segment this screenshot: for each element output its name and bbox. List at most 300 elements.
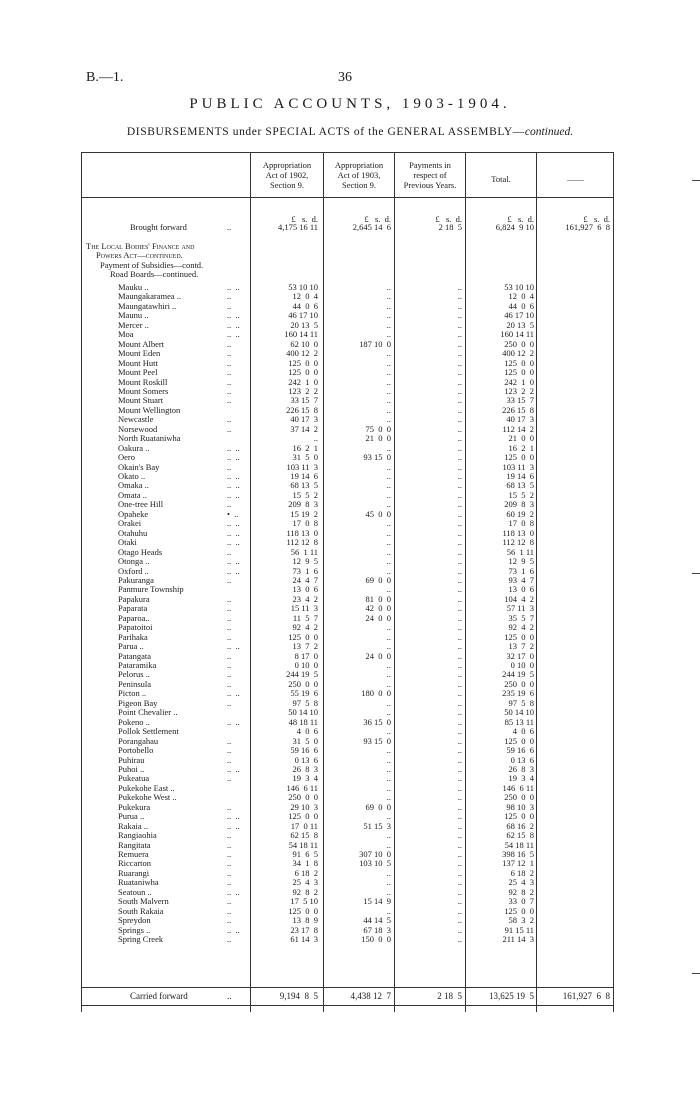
table-row — [0, 708, 700, 717]
cell-1903: 150 0 0 — [361, 934, 391, 945]
board-name: Papatoitoi — [118, 622, 153, 633]
board-name: Orakei — [118, 518, 142, 529]
board-name: Pelorus .. — [118, 669, 150, 680]
cell-total: 146 6 11 — [502, 782, 534, 793]
table-row — [0, 349, 700, 358]
cell-previous: .. — [457, 282, 462, 292]
cell-1903: .. — [386, 310, 391, 321]
col-header-1903 — [324, 160, 394, 190]
table-row — [0, 737, 700, 746]
leader-dots: .. — [227, 414, 232, 425]
cell-1903: .. — [386, 442, 391, 453]
cell-previous: .. — [457, 310, 462, 321]
cell-previous: .. — [457, 801, 462, 812]
cell-previous: .. — [457, 376, 462, 387]
cell-total: 68 13 5 — [506, 480, 534, 491]
cell-total: 112 12 8 — [502, 537, 534, 548]
leader-dots: .. — [227, 338, 232, 349]
cell-1903: 69 0 0 — [365, 574, 391, 585]
table-row — [0, 793, 700, 802]
cell-1902: 12 0 4 — [292, 291, 318, 302]
table-row — [0, 699, 700, 708]
cell-total: 16 2 1 — [508, 442, 534, 453]
cell-previous: .. — [457, 924, 462, 935]
board-name: Parihaka — [118, 631, 148, 642]
board-name: Mount Hutt — [118, 357, 158, 368]
table-row — [0, 510, 700, 519]
board-name: Pataramika — [118, 660, 157, 670]
table-row — [0, 500, 700, 509]
leader-dots: .. — [227, 385, 232, 396]
cell-previous: .. — [457, 423, 462, 434]
cell-1903: .. — [386, 357, 391, 368]
cell-1903: .. — [386, 886, 391, 897]
cell-total: 6 18 2 — [510, 867, 534, 878]
cell-total: 15 5 2 — [508, 489, 534, 500]
table-row — [0, 453, 700, 462]
board-name: Pokeno .. — [118, 716, 150, 727]
table-row — [0, 321, 700, 330]
cell-previous: .. — [457, 641, 462, 652]
cell-total: 50 14 10 — [504, 707, 534, 718]
leader-dots: .. — [227, 697, 232, 708]
cell-1903: .. — [386, 678, 391, 689]
table-row — [0, 585, 700, 594]
cell-previous: .. — [457, 527, 462, 538]
subtitle-main: DISBURSEMENTS under SPECIAL ACTS of the GENERAL ASSEMBLY— — [126, 126, 525, 138]
cell-1903: .. — [386, 905, 391, 916]
cell-total: 44 0 6 — [508, 300, 534, 311]
table-row — [0, 670, 700, 679]
cell-total: 13 7 2 — [508, 641, 534, 652]
cell-total: 21 0 0 — [508, 433, 534, 444]
board-name: Otahuhu — [118, 527, 148, 538]
cell-1903: .. — [386, 584, 391, 595]
leader-dots: • .. — [227, 508, 239, 519]
table-row — [0, 330, 700, 339]
cell-1902: 46 17 10 — [288, 310, 318, 321]
table-row — [0, 557, 700, 566]
cell-previous: .. — [457, 593, 462, 604]
cell-previous: .. — [457, 688, 462, 699]
act-heading-cont: Powers Act—continued. — [96, 250, 183, 260]
table-row — [0, 935, 700, 944]
cell-1903: .. — [386, 830, 391, 841]
leader-dots: .. — [227, 546, 232, 557]
cell-1902: 17 0 11 — [290, 820, 318, 831]
cell-1902: 44 0 6 — [292, 300, 318, 311]
cell-total: 97 5 8 — [508, 697, 534, 708]
cell-1902: 13 7 2 — [292, 641, 318, 652]
board-name: Oero — [118, 452, 135, 463]
leader-dots: .. — [227, 754, 232, 765]
board-name: Springs .. — [118, 924, 151, 935]
page-reference: B.—1. — [86, 70, 124, 85]
leader-dots: .. .. — [227, 811, 240, 822]
table-row — [0, 878, 700, 887]
board-name: Pukekura — [118, 801, 151, 812]
cell-1903: 36 15 0 — [363, 716, 391, 727]
cell-1903: 180 0 0 — [361, 688, 391, 699]
cell-previous: .. — [457, 830, 462, 841]
table-row — [0, 822, 700, 831]
leader-dots: .. — [227, 423, 232, 434]
leader-dots: .. — [227, 499, 232, 510]
board-name: Omaka .. — [118, 480, 149, 491]
cell-previous: .. — [457, 631, 462, 642]
cell-1902: 19 3 4 — [292, 773, 318, 784]
cell-1903: .. — [386, 518, 391, 529]
header-rule — [81, 197, 614, 198]
table-row — [0, 614, 700, 623]
leader-dots: .. .. — [227, 518, 240, 529]
cell-previous: .. — [457, 905, 462, 916]
cell-total: 91 15 11 — [504, 924, 534, 935]
board-name: Mount Eden — [118, 348, 161, 359]
cell-total: 62 15 8 — [506, 830, 534, 841]
board-name: Omata .. — [118, 489, 148, 500]
cell-1902: 37 14 2 — [290, 423, 318, 434]
cell-previous: .. — [457, 763, 462, 774]
cell-total: 58 3 2 — [508, 915, 534, 926]
table-row — [0, 604, 700, 613]
leader-dots: .. .. — [227, 319, 240, 330]
table-row — [0, 406, 700, 415]
units-col5: £ s. d. — [583, 214, 610, 224]
act-heading: The Local Bodies' Finance and — [86, 241, 195, 251]
cell-previous: .. — [457, 735, 462, 746]
cell-previous: .. — [457, 348, 462, 359]
leader-dots: .. — [227, 877, 232, 888]
cell-1903: .. — [386, 414, 391, 425]
leader-dots: .. — [227, 896, 232, 907]
table-row — [0, 415, 700, 424]
cell-previous: .. — [457, 489, 462, 500]
cell-1902: 40 17 3 — [290, 414, 318, 425]
cell-previous: 2 18 5 — [438, 222, 462, 232]
cell-1902: 17 0 8 — [292, 518, 318, 529]
cell-previous: .. — [457, 499, 462, 510]
table-row — [0, 784, 700, 793]
leader-dots: .. — [227, 395, 232, 406]
cell-1902: 20 13 5 — [290, 319, 318, 330]
margin-mark — [692, 573, 700, 574]
table-row — [0, 869, 700, 878]
cell-previous: .. — [457, 915, 462, 926]
col-header-line: Section 9. — [342, 180, 376, 190]
leader-dots: .. — [227, 849, 232, 859]
cell-previous: .. — [457, 508, 462, 519]
cell-1903: .. — [386, 763, 391, 774]
cell-1902: 0 13 6 — [294, 754, 318, 765]
cell-1902: 209 8 3 — [288, 499, 318, 510]
cell-total: 19 14 6 — [506, 471, 534, 481]
cell-1903: 93 15 0 — [363, 452, 391, 463]
cell-previous: .. — [457, 849, 462, 859]
board-name: Maungakaramea .. — [118, 291, 182, 302]
table-row — [0, 567, 700, 576]
cell-1903: .. — [386, 697, 391, 708]
cell-previous: .. — [457, 754, 462, 765]
table-row — [0, 812, 700, 821]
cell-previous: .. — [457, 612, 462, 623]
board-name: Oxford .. — [118, 565, 149, 576]
cell-total: 25 4 3 — [508, 877, 534, 888]
board-name: Papakura — [118, 593, 150, 604]
cell-1902: 6 18 2 — [294, 867, 318, 878]
margin-mark — [692, 180, 700, 181]
board-name: Peninsula — [118, 678, 152, 689]
cell-previous: .. — [457, 471, 462, 481]
cell-total: 137 12 1 — [502, 858, 534, 869]
board-name: Otago Heads — [118, 546, 163, 557]
leader-dots: .. .. — [227, 489, 240, 500]
cell-total: 250 0 0 — [504, 338, 534, 349]
cell-previous: .. — [457, 603, 462, 614]
cell-1903: 21 0 0 — [365, 433, 391, 444]
cell-extra: 161,927 6 8 — [565, 222, 610, 232]
leader-dots: .. — [227, 348, 232, 359]
table-row — [0, 359, 700, 368]
cell-previous: .. — [457, 300, 462, 311]
page-number: 36 — [338, 70, 352, 85]
board-name: Parua .. — [118, 641, 144, 652]
board-name: Mount Wellington — [118, 404, 181, 415]
cell-total: 104 4 2 — [504, 593, 534, 604]
leader-dots: .. .. — [227, 763, 240, 774]
cell-previous: .. — [457, 574, 462, 585]
board-name: Otonga .. — [118, 556, 150, 567]
cell-1903: .. — [386, 348, 391, 359]
leader-dots: .. — [227, 905, 232, 916]
units-col1: £ s. d. — [291, 214, 318, 224]
board-name: Mauku .. — [118, 282, 149, 292]
cell-total: 112 14 2 — [502, 423, 534, 434]
board-name: Ruarangi — [118, 867, 150, 878]
cell-1903: 51 15 3 — [363, 820, 391, 831]
cell-total: 98 10 3 — [506, 801, 534, 812]
cell-previous: .. — [457, 726, 462, 737]
cell-1902: 25 4 3 — [292, 877, 318, 888]
table-row — [0, 302, 700, 311]
table-row — [0, 595, 700, 604]
cell-1902: 15 19 2 — [290, 508, 318, 519]
cell-1902: 12 9 5 — [292, 556, 318, 567]
cell-1903: 44 14 5 — [363, 915, 391, 926]
table-row — [0, 434, 700, 443]
table-row — [0, 746, 700, 755]
cell-1903: 45 0 0 — [365, 508, 391, 519]
cell-previous: .. — [457, 367, 462, 378]
cell-total: 40 17 3 — [506, 414, 534, 425]
cell-1902: 23 17 8 — [290, 924, 318, 935]
cell-total: 46 17 10 — [504, 310, 534, 321]
cell-1903: 93 15 0 — [363, 735, 391, 746]
board-name: Rakaia .. — [118, 820, 148, 831]
cell-1902: 23 4 2 — [292, 593, 318, 604]
leader-dots: .. — [227, 574, 232, 585]
carried-forward-label: Carried forward — [130, 991, 188, 1001]
cell-1902: 48 18 11 — [288, 716, 318, 727]
board-name: Point Chevalier .. — [118, 707, 178, 718]
table-row — [0, 680, 700, 689]
cell-total: 250 0 0 — [504, 792, 534, 803]
board-name: Spreydon — [118, 915, 151, 926]
cell-total: 19 3 4 — [508, 773, 534, 784]
leader-dots: .. — [227, 603, 232, 614]
leader-dots: .. — [227, 934, 232, 945]
cell-1902: 4 0 6 — [296, 726, 318, 737]
cell-1902: 0 10 0 — [294, 660, 318, 670]
leader-dots: .. — [227, 660, 232, 670]
cell-total: 56 1 11 — [506, 546, 534, 557]
cell-1903: .. — [386, 300, 391, 311]
board-name: Pollok Settlement — [118, 726, 179, 737]
cell-previous: .. — [457, 433, 462, 444]
cell-total: 160 14 11 — [500, 329, 534, 340]
cell-1903: .. — [386, 631, 391, 642]
cell-previous: .. — [457, 584, 462, 595]
cell-1902: 17 5 10 — [290, 896, 318, 907]
board-name: Rangiaohia — [118, 830, 157, 841]
col-header-line: Section 9. — [270, 180, 304, 190]
table-row — [0, 888, 700, 897]
cell-1903: .. — [386, 367, 391, 378]
board-name: Patangata — [118, 650, 152, 661]
cell-1902: 125 0 0 — [288, 811, 318, 822]
cell-previous: .. — [457, 669, 462, 680]
leader-dots: .. .. — [227, 556, 240, 567]
cell-previous: .. — [457, 556, 462, 567]
cell-1902: 15 5 2 — [292, 489, 318, 500]
board-name: Pukekohe West .. — [118, 792, 177, 803]
cell-total: 125 0 0 — [504, 357, 534, 368]
cell-1903: .. — [386, 669, 391, 680]
leader-dots: .. .. — [227, 282, 240, 292]
cell-1903: .. — [386, 527, 391, 538]
cell-previous: .. — [457, 678, 462, 689]
cell-1903: .. — [386, 877, 391, 888]
leader-dots: .. — [227, 745, 232, 756]
table-row — [0, 425, 700, 434]
cell-total: 4 0 6 — [512, 726, 534, 737]
leader-dots: .. .. — [227, 886, 240, 897]
units-col4: £ s. d. — [507, 214, 534, 224]
cell-previous: .. — [457, 395, 462, 406]
leader-dots: .. .. — [227, 471, 240, 481]
cell-previous: 2 18 5 — [437, 991, 462, 1001]
board-name: Ruataniwha — [118, 877, 159, 888]
board-name: Puhirau — [118, 754, 145, 765]
col-header-total: Total. — [491, 174, 511, 184]
table-row — [0, 481, 700, 490]
table-row — [0, 311, 700, 320]
leader-dots: .. — [227, 367, 232, 378]
cell-1902: 146 6 11 — [286, 782, 318, 793]
carried-rule-top — [81, 987, 614, 988]
subsidies-heading: Payment of Subsidies—contd. — [100, 260, 204, 270]
board-name: Porangahau — [118, 735, 159, 746]
cell-total: 211 14 3 — [502, 934, 534, 945]
cell-1902: 250 0 0 — [288, 792, 318, 803]
cell-extra: 161,927 6 8 — [562, 991, 610, 1001]
cell-1903: 307 10 0 — [359, 849, 391, 859]
cell-1903: .. — [386, 754, 391, 765]
cell-1902: 400 12 2 — [286, 348, 318, 359]
cell-1903: 103 10 5 — [359, 858, 391, 869]
cell-previous: .. — [457, 745, 462, 756]
cell-total: 57 11 3 — [506, 603, 534, 614]
table-row — [0, 576, 700, 585]
page-title: PUBLIC ACCOUNTS, 1903-1904. — [189, 96, 511, 112]
cell-previous: .. — [457, 877, 462, 888]
table-row — [0, 803, 700, 812]
leader-dots: .. — [227, 612, 232, 623]
leader-dots: .. .. — [227, 442, 240, 453]
units-col3: £ s. d. — [435, 214, 462, 224]
cell-1903: .. — [386, 565, 391, 576]
table-row — [0, 519, 700, 528]
board-name: Mount Stuart — [118, 395, 164, 406]
leader-dots: .. — [227, 222, 232, 232]
cell-1903: .. — [386, 404, 391, 415]
board-name: Pukeatua — [118, 773, 150, 784]
cell-1902: 31 5 0 — [292, 452, 318, 463]
cell-1902: 26 8 3 — [292, 763, 318, 774]
leader-dots: .. — [227, 839, 232, 850]
cell-total: 0 13 6 — [510, 754, 534, 765]
board-name: Okain's Bay — [118, 461, 160, 472]
board-name: Pigeon Bay — [118, 697, 158, 708]
cell-total: 60 19 2 — [506, 508, 534, 519]
brought-forward-label: Brought forward — [130, 222, 187, 232]
table-row — [0, 850, 700, 859]
cell-total: 32 17 0 — [506, 650, 534, 661]
board-name: Panmure Township — [118, 584, 184, 595]
cell-1903: .. — [386, 546, 391, 557]
leader-dots: .. — [227, 593, 232, 604]
cell-previous: .. — [457, 385, 462, 396]
leader-dots: .. .. — [227, 452, 240, 463]
leader-dots: .. .. — [227, 820, 240, 831]
cell-previous: .. — [457, 622, 462, 633]
cell-previous: .. — [457, 896, 462, 907]
carried-rule-bottom — [81, 1005, 614, 1006]
cell-1902: 97 5 8 — [292, 697, 318, 708]
leader-dots: .. .. — [227, 527, 240, 538]
cell-1903: .. — [386, 291, 391, 302]
subtitle-continued: continued. — [524, 126, 574, 138]
table-row — [0, 756, 700, 765]
table-row — [0, 926, 700, 935]
cell-total: 33 15 7 — [506, 395, 534, 406]
cell-total: 209 8 3 — [504, 499, 534, 510]
leader-dots: .. — [227, 461, 232, 472]
leader-dots: .. — [227, 669, 232, 680]
table-row — [0, 689, 700, 698]
page-subtitle — [0, 126, 700, 138]
table-row — [0, 463, 700, 472]
cell-total: 125 0 0 — [504, 735, 534, 746]
cell-1902: 125 0 0 — [288, 631, 318, 642]
carried-forward-row — [0, 992, 700, 1001]
board-name: Moa — [118, 329, 134, 340]
cell-1903: .. — [386, 773, 391, 784]
cell-1902: 59 16 6 — [290, 745, 318, 756]
leader-dots: .. — [227, 291, 232, 302]
table-row — [0, 368, 700, 377]
cell-1902: 15 11 3 — [290, 603, 318, 614]
